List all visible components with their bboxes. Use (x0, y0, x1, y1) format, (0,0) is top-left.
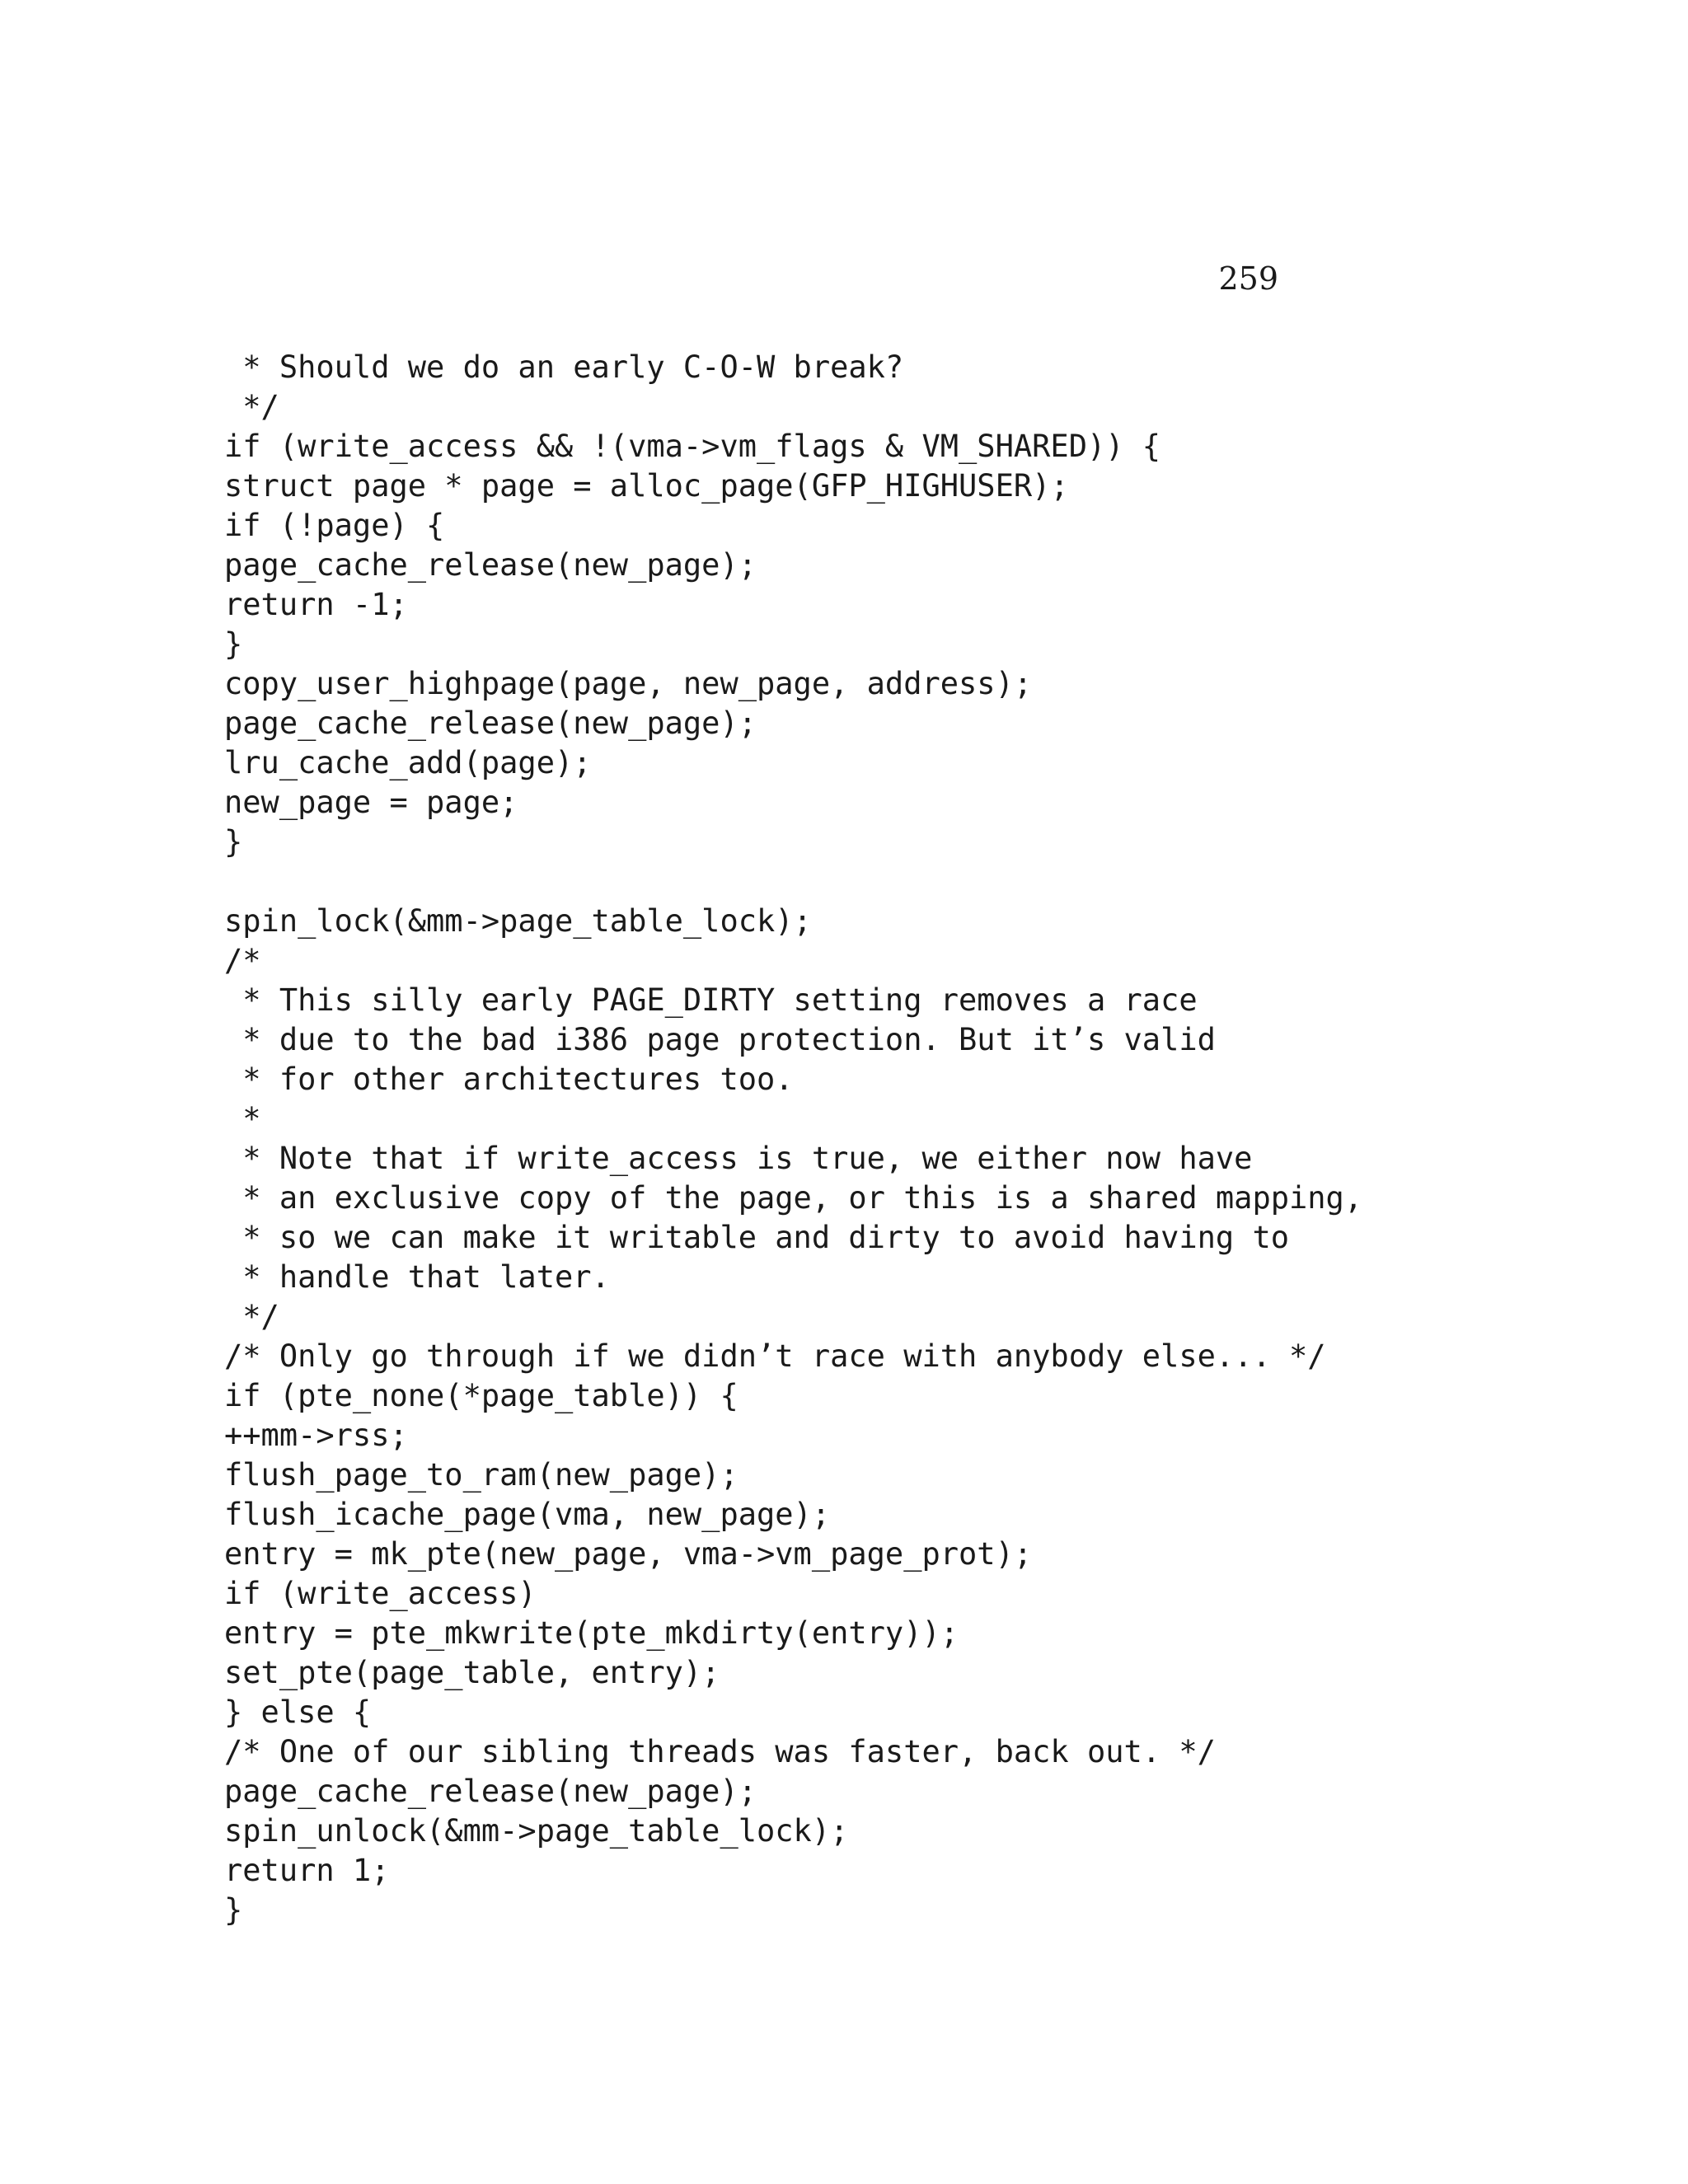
code-line: * (224, 1101, 261, 1137)
code-line: spin_lock(&mm->page_table_lock); (224, 903, 812, 939)
code-line: * Note that if write_access is true, we either now have (224, 1141, 1253, 1176)
code-line: if (pte_none(*page_table)) { (224, 1378, 738, 1413)
code-line: ++mm->rss; (224, 1418, 408, 1453)
code-line: * This silly early PAGE_DIRTY setting removes a race (224, 982, 1198, 1018)
code-line: /* Only go through if we didn’t race with anybody else... */ (224, 1338, 1326, 1374)
code-line: return 1; (224, 1853, 390, 1888)
code-line: spin_unlock(&mm->page_table_lock); (224, 1813, 849, 1849)
code-line: /* One of our sibling threads was faster, back out. */ (224, 1734, 1216, 1769)
code-line: if (write_access) (224, 1576, 537, 1611)
code-line (224, 862, 1362, 902)
code-line: new_page = page; (224, 785, 518, 820)
code-line: flush_page_to_ram(new_page); (224, 1457, 738, 1493)
code-line: * Should we do an early C-O-W break? (224, 349, 904, 385)
code-line: } (224, 824, 243, 860)
code-line: } (224, 626, 243, 662)
code-listing (224, 348, 1362, 1930)
code-line: lru_cache_add(page); (224, 745, 592, 780)
code-line: if (write_access && !(vma->vm_flags & VM_SHARED)) { (224, 429, 1161, 464)
code-line: * an exclusive copy of the page, or this is a shared mapping, (224, 1180, 1363, 1216)
code-line: } (224, 1892, 243, 1928)
page-number: 259 (1218, 260, 1278, 297)
code-line: flush_icache_page(vma, new_page); (224, 1497, 831, 1532)
code-line: if (!page) { (224, 508, 445, 543)
code-line: */ (224, 389, 279, 424)
code-line: struct page * page = alloc_page(GFP_HIGHUSER); (224, 468, 1069, 504)
code-line: */ (224, 1299, 279, 1334)
code-line: /* (224, 943, 261, 978)
code-line: * so we can make it writable and dirty to avoid having to (224, 1220, 1290, 1255)
code-line: set_pte(page_table, entry); (224, 1655, 720, 1690)
code-line: entry = mk_pte(new_page, vma->vm_page_prot); (224, 1536, 1033, 1572)
code-line: return -1; (224, 587, 408, 622)
code-line: page_cache_release(new_page); (224, 1774, 757, 1809)
code-line: entry = pte_mkwrite(pte_mkdirty(entry)); (224, 1615, 959, 1651)
code-line: page_cache_release(new_page); (224, 547, 757, 583)
code-line: * handle that later. (224, 1259, 610, 1295)
code-line: * due to the bad i386 page protection. But it’s valid (224, 1022, 1216, 1057)
code-line: copy_user_highpage(page, new_page, address); (224, 666, 1033, 701)
code-line: page_cache_release(new_page); (224, 705, 757, 741)
code-line: } else { (224, 1694, 372, 1730)
code-line: * for other architectures too. (224, 1062, 794, 1097)
